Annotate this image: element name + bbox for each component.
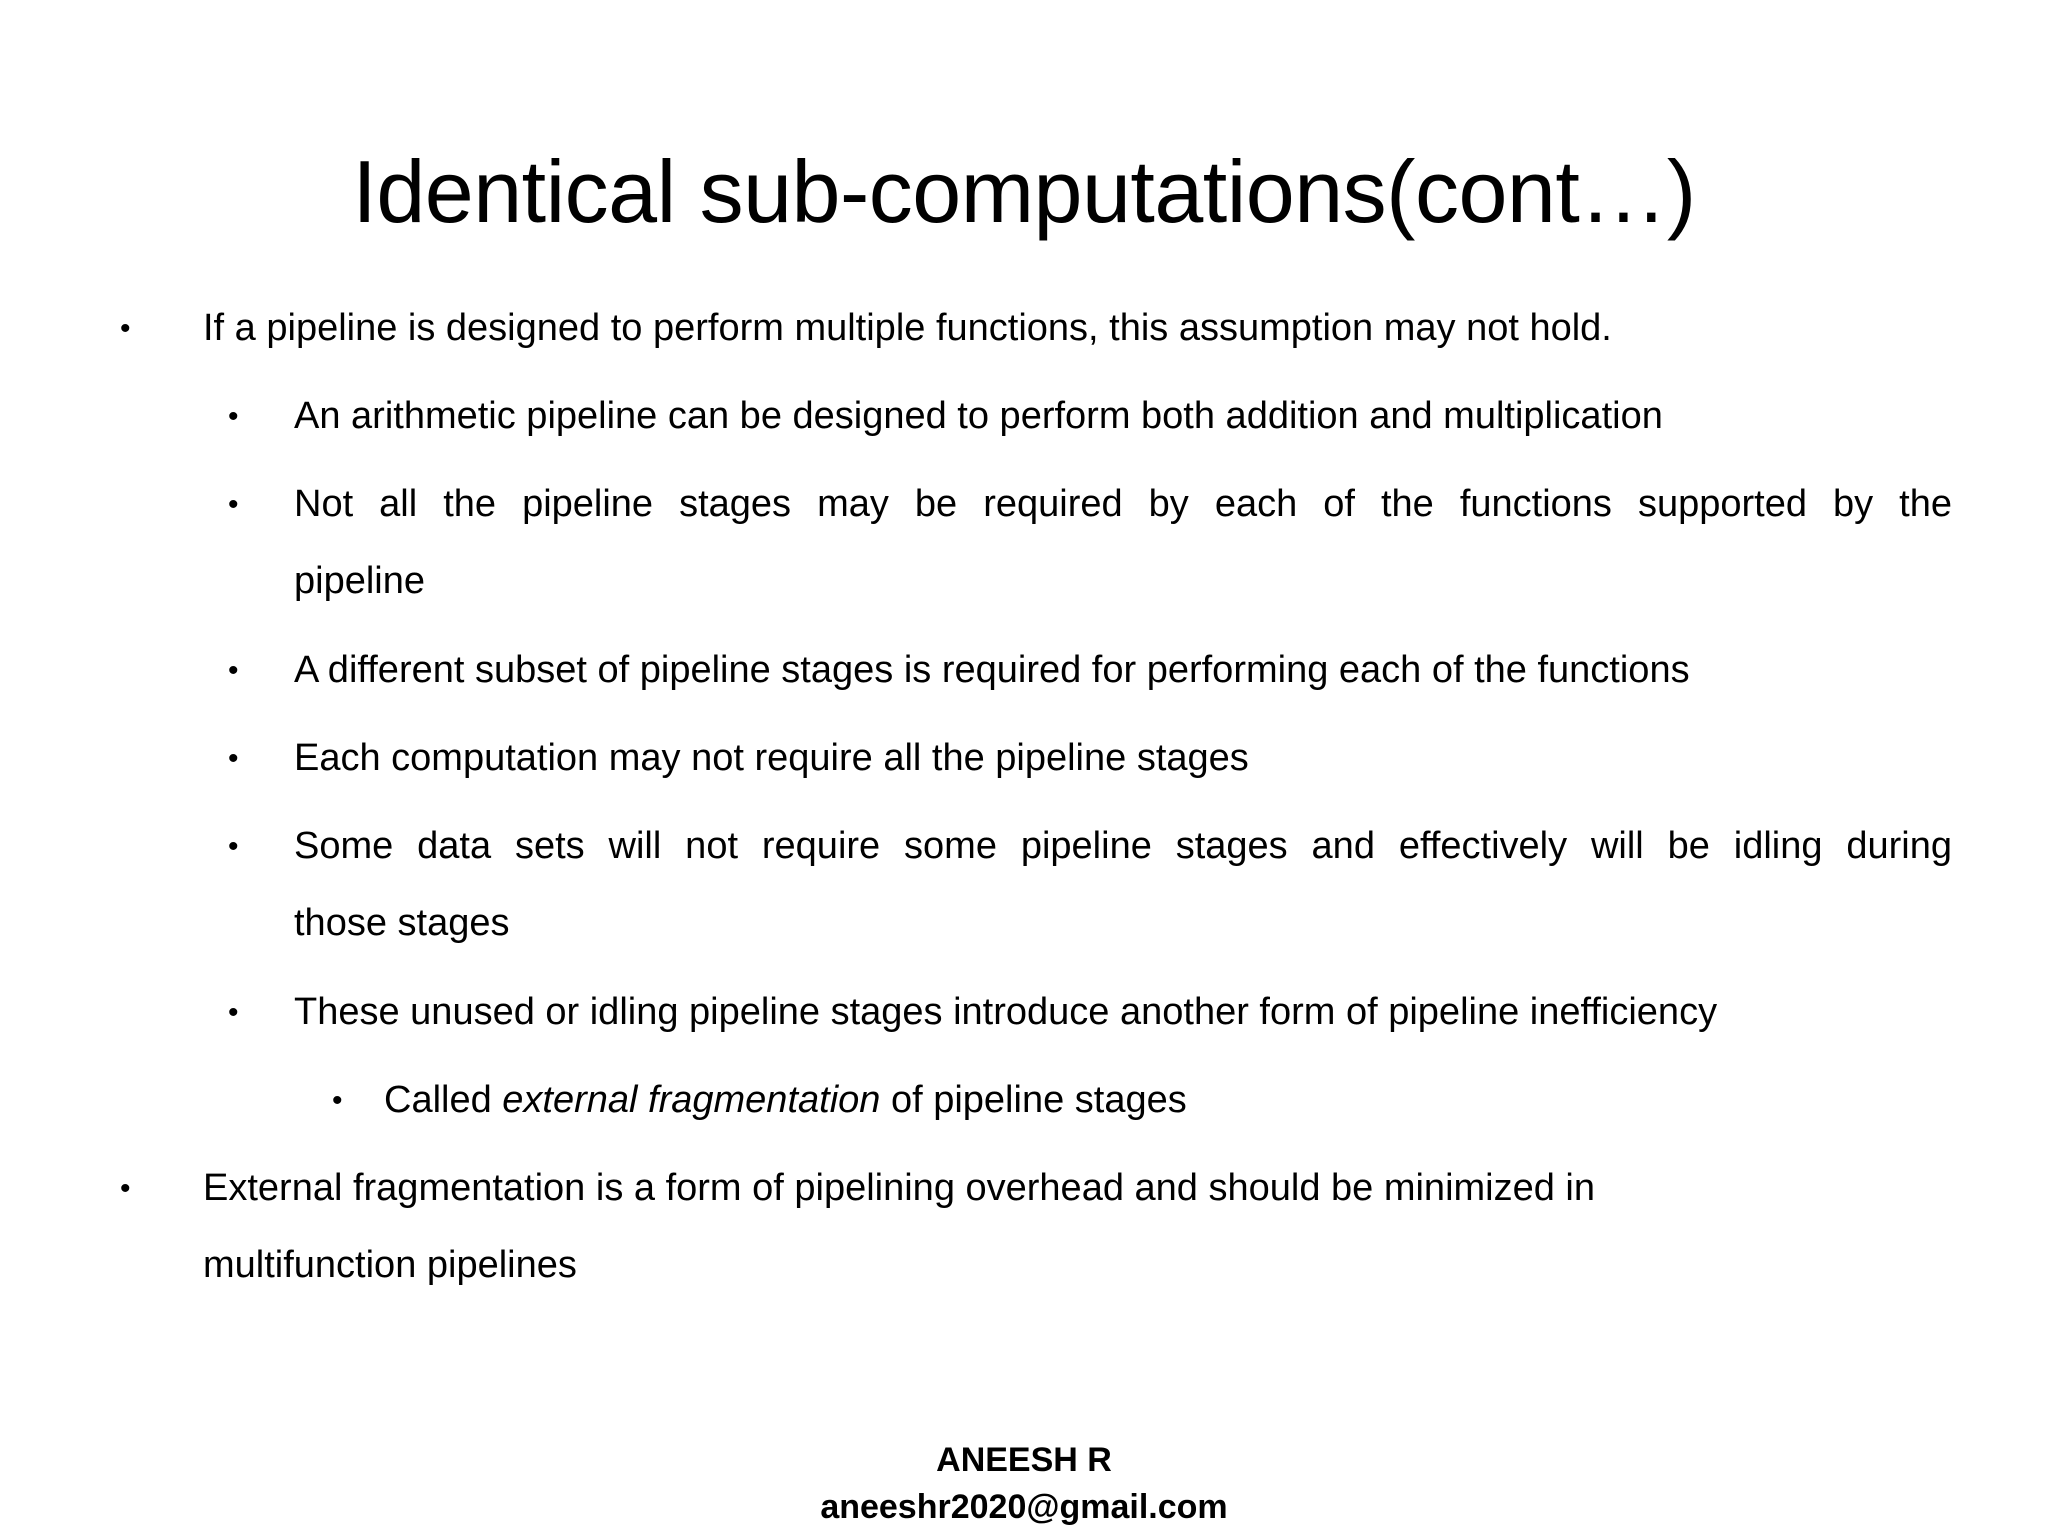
bullet-dot: • bbox=[228, 400, 239, 433]
bullet-item-level2 bbox=[0, 974, 2048, 1051]
bullet-text-suffix: of pipeline stages bbox=[880, 1079, 1187, 1121]
slide-title: Identical sub-computations(cont…) bbox=[352, 142, 1696, 241]
bullet-dot: • bbox=[228, 996, 239, 1029]
bullet-item-level1 bbox=[0, 1150, 2048, 1227]
bullet-text: Each computation may not require all the pipeline stages bbox=[294, 737, 1249, 779]
bullet-text bbox=[384, 1062, 1187, 1139]
footer-author-name: ANEESH R bbox=[936, 1441, 1112, 1479]
bullet-text: pipeline bbox=[294, 560, 425, 602]
bullet-text-prefix: Called bbox=[384, 1079, 503, 1121]
bullet-dot: • bbox=[228, 830, 239, 863]
bullet-text: Not all the pipeline stages may be required by each of the functions supported by the bbox=[294, 483, 1952, 525]
bullet-dot: • bbox=[332, 1084, 343, 1117]
bullet-item-level2 bbox=[0, 632, 2048, 709]
footer-author-email: aneeshr2020@gmail.com bbox=[820, 1488, 1228, 1526]
bullet-item-level2 bbox=[0, 808, 2048, 885]
bullet-text: multifunction pipelines bbox=[203, 1244, 577, 1286]
bullet-item-continuation bbox=[0, 885, 2048, 962]
bullet-item-level2 bbox=[0, 466, 2048, 543]
bullet-text: Some data sets will not require some pipeline stages and effectively will be idling during bbox=[294, 825, 1952, 867]
bullet-dot: • bbox=[120, 312, 131, 345]
emphasis-term: external fragmentation bbox=[502, 1079, 881, 1121]
bullet-text: A different subset of pipeline stages is required for performing each of the functions bbox=[294, 649, 1690, 691]
bullet-item-continuation bbox=[0, 1227, 2048, 1304]
bullet-dot: • bbox=[228, 488, 239, 521]
bullet-item-level1 bbox=[0, 290, 2048, 367]
bullet-item-continuation bbox=[0, 543, 2048, 620]
bullet-item-level2 bbox=[0, 720, 2048, 797]
bullet-dot: • bbox=[120, 1172, 131, 1205]
bullet-text: those stages bbox=[294, 902, 510, 944]
bullet-text: If a pipeline is designed to perform multiple functions, this assumption may not hold. bbox=[203, 307, 1612, 349]
bullet-dot: • bbox=[228, 654, 239, 687]
bullet-item-level3 bbox=[0, 1062, 2048, 1139]
bullet-item-level2 bbox=[0, 378, 2048, 455]
bullet-text: An arithmetic pipeline can be designed to perform both addition and multiplication bbox=[294, 395, 1663, 437]
bullet-dot: • bbox=[228, 742, 239, 775]
bullet-text: External fragmentation is a form of pipelining overhead and should be minimized in bbox=[203, 1167, 1596, 1209]
bullet-text: These unused or idling pipeline stages introduce another form of pipeline inefficiency bbox=[294, 991, 1718, 1033]
